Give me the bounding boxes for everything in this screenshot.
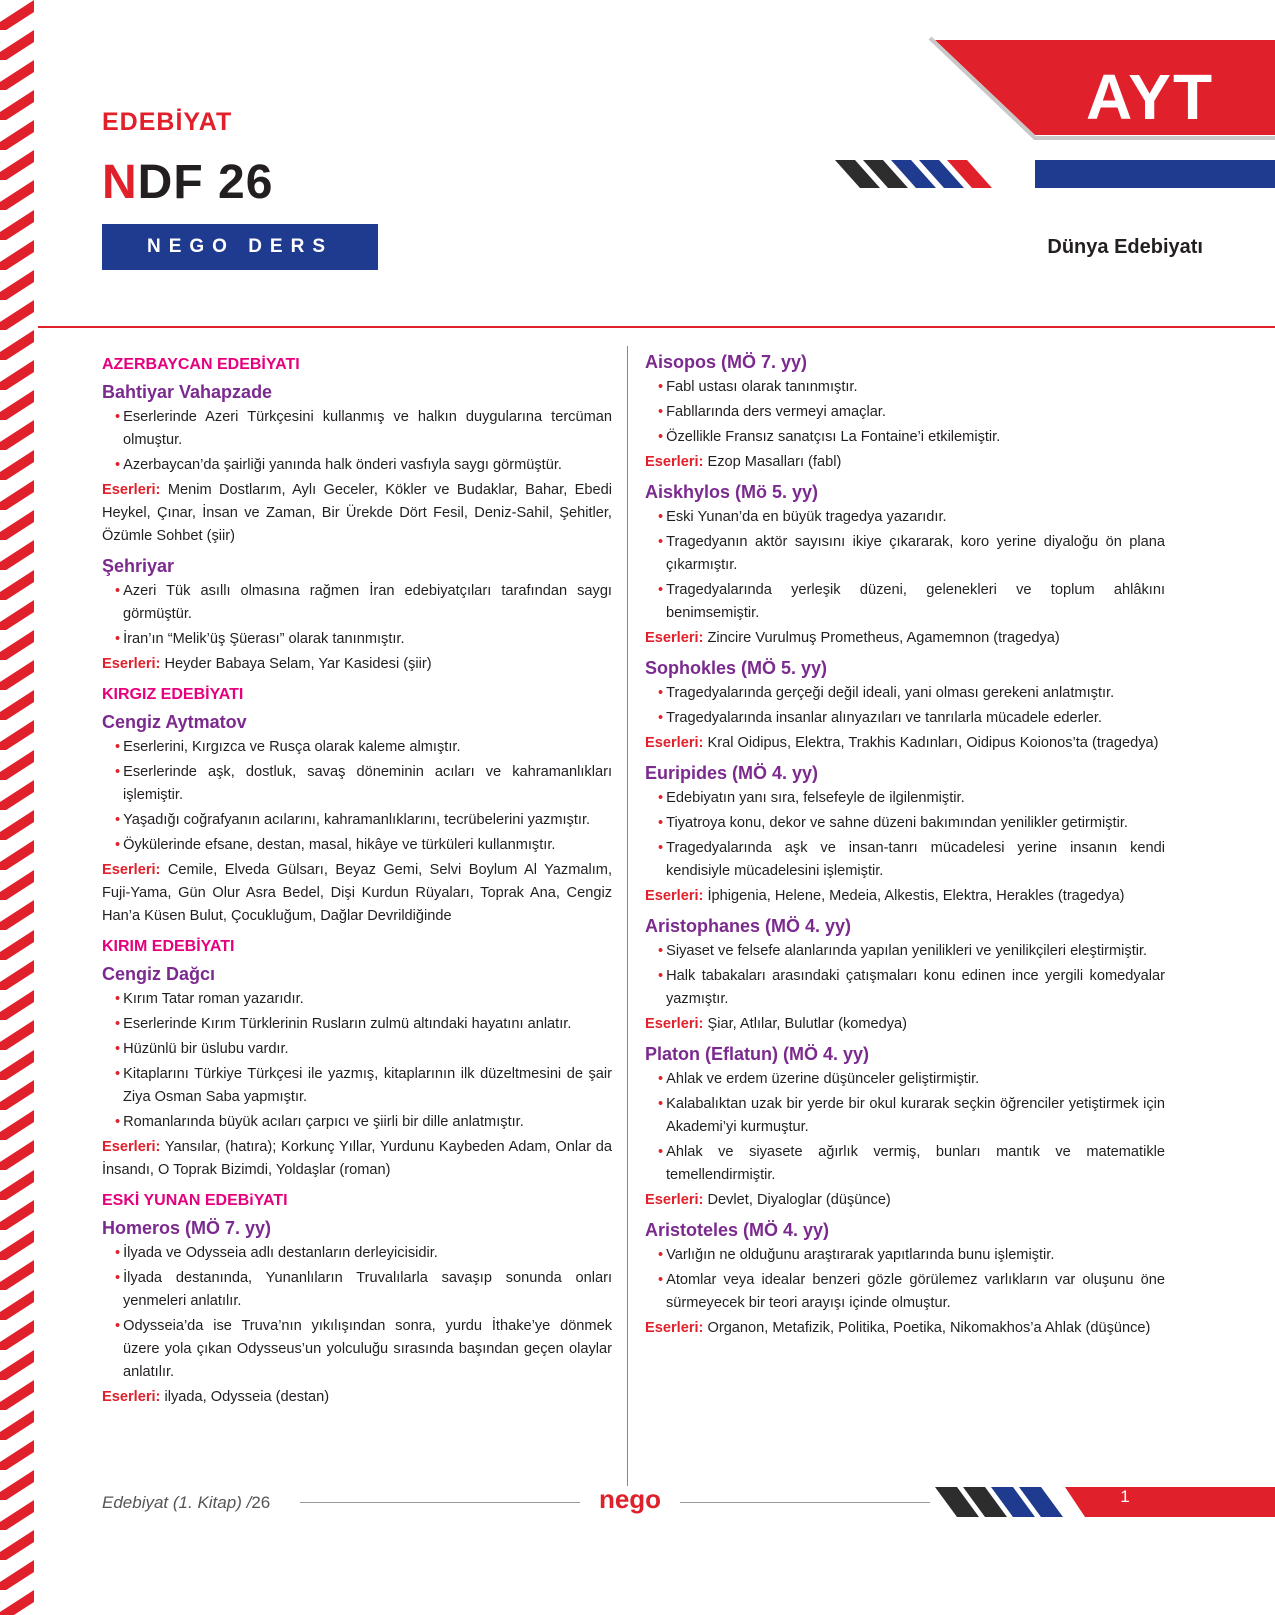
bullet-item: • İran’ın “Melik’üş Şüerası” olarak tanınmıştır. (102, 628, 612, 651)
works-text: Devlet, Diyaloglar (düşünce) (707, 1192, 891, 1208)
works-line (102, 1136, 612, 1182)
code-number: DF 26 (137, 156, 274, 209)
author-heading: Aristoteles (MÖ 4. yy) (645, 1220, 830, 1240)
works-label: Eserleri: (102, 862, 161, 878)
footer-rule-right (680, 1502, 930, 1503)
bullet-item: • Varlığın ne olduğunu araştırarak yapıtlarında bunu işlemiştir. (645, 1244, 1165, 1267)
bullet-item: • Fabl ustası olarak tanınmıştır. (645, 376, 1165, 399)
works-text: Zincire Vurulmuş Prometheus, Agamemnon (tragedya) (707, 630, 1060, 646)
works-text: Menim Dostlarım, Aylı Geceler, Kökler ve Budaklar, Bahar, Ebedi Heykel, Çınar, İnsan ve Zaman, Bir Ürekde Dört Fesil, Deniz-Sahil, Şehitler, Özümle Sohbet (şiir) (102, 482, 613, 544)
bullet-item: • Hüzünlü bir üslubu vardır. (102, 1038, 612, 1061)
bullet-item: • Ahlak ve erdem üzerine düşünceler geliştirmiştir. (645, 1068, 1165, 1091)
section-heading: KIRGIZ EDEBİYATI (102, 686, 244, 703)
works-label: Eserleri: (645, 454, 704, 470)
works-line (645, 1317, 1165, 1340)
works-line (102, 1386, 612, 1409)
works-line (645, 1013, 1165, 1036)
works-line (645, 732, 1165, 755)
bullet-item: • Tragedyalarında insanlar alınyazıları ve tanrılarla mücadele ederler. (645, 707, 1165, 730)
works-text: Şiar, Atlılar, Bulutlar (komedya) (707, 1016, 908, 1032)
bullet-item: • Fabllarında ders vermeyi amaçlar. (645, 401, 1165, 424)
works-text: İphigenia, Helene, Medeia, Alkestis, Elektra, Herakles (tragedya) (707, 888, 1125, 904)
bullet-item: • Tragedyanın aktör sayısını ikiye çıkararak, koro yerine diyaloğu ön plana çıkarmıştır. (645, 531, 1165, 577)
bullet-item: • Kırım Tatar roman yazarıdır. (102, 988, 612, 1011)
works-line (102, 479, 612, 548)
works-label: Eserleri: (645, 888, 704, 904)
bullet-item: • Kitaplarını Türkiye Türkçesi ile yazmış, kitaplarının ilk düzeltmesini de şair Ziya Osman Saba yapmıştır. (102, 1063, 612, 1109)
section-heading: AZERBAYCAN EDEBİYATI (102, 356, 300, 373)
bullet-item: • Romanlarında büyük acıları çarpıcı ve şiirli bir dille anlatmıştır. (102, 1111, 612, 1134)
section-heading: ESKİ YUNAN EDEBiYATI (102, 1192, 288, 1209)
bullet-item: • Edebiyatın yanı sıra, felsefeyle de ilgilenmiştir. (645, 787, 1165, 810)
works-line (645, 627, 1165, 650)
bullet-item: • Öykülerinde efsane, destan, masal, hikâye ve türküleri kullanmıştır. (102, 834, 612, 857)
works-text: ilyada, Odysseia (destan) (164, 1389, 330, 1405)
footer-book-page: 26 (251, 1493, 271, 1512)
logo-text: nego (598, 1484, 662, 1514)
footer-book-label: Edebiyat (1. Kitap) / (102, 1493, 252, 1512)
exam-label: AYT (1085, 61, 1215, 133)
works-label: Eserleri: (102, 1139, 161, 1155)
booklet-code (102, 155, 273, 210)
works-text: Cemile, Elveda Gülsarı, Beyaz Gemi, Selvi Boylum Al Yazmalım, Fuji-Yama, Gün Olur Asra Bedel, Dişi Kurdun Rüyaları, Toprak Ana, Cengiz Han’a Küsen Bulut, Çocukluğum, Dağlar Devrildiğinde (102, 862, 612, 924)
works-text: Ezop Masalları (fabl) (707, 454, 842, 470)
bullet-item: • Atomlar veya idealar benzeri gözle görülemez varlıkların var oluşunu öne sürmeyecek bir teori arayışı içinde olmuştur. (645, 1269, 1165, 1315)
works-label: Eserleri: (645, 630, 704, 646)
bullet-item: • Azeri Tük asıllı olmasına rağmen İran edebiyatçıları tarafından saygı görmüştür. (102, 580, 612, 626)
bullet-item: • Eserlerinde Azeri Türkçesini kullanmış ve halkın duygularına tercüman olmuştur. (102, 406, 612, 452)
works-text: Kral Oidipus, Elektra, Trakhis Kadınları, Oidipus Koionos’ta (tragedya) (707, 735, 1159, 751)
bullet-item: • Kalabalıktan uzak bir yerde bir okul kurarak seçkin öğrenciler yetiştirmek için Akademi’yi kurmuştur. (645, 1093, 1165, 1139)
bullet-item: • Tragedyalarında yerleşik düzeni, gelenekleri ve toplum ahlâkını benimsemiştir. (645, 579, 1165, 625)
bullet-item: • Tragedyalarında aşk ve insan-tanrı mücadelesi yerine insanın kendi kendisiyle mücadelesini işlemiştir. (645, 837, 1165, 883)
works-line (102, 859, 612, 928)
author-heading: Aiskhylos (Mö 5. yy) (645, 482, 819, 502)
author-heading: Sophokles (MÖ 5. yy) (645, 658, 828, 678)
works-line (645, 451, 1165, 474)
works-line (645, 885, 1165, 908)
column-divider (627, 346, 628, 1486)
works-text: Organon, Metafizik, Politika, Poetika, Nikomakhos’a Ahlak (düşünce) (707, 1320, 1151, 1336)
decorative-stripe-border (0, 0, 34, 1615)
author-heading: Aisopos (MÖ 7. yy) (645, 352, 808, 372)
author-heading: Cengiz Dağcı (102, 964, 216, 984)
works-label: Eserleri: (102, 656, 161, 672)
section-heading: KIRIM EDEBİYATI (102, 938, 235, 955)
bullet-item: • Odysseia’da ise Truva’nın yıkılışından sonra, yurdu İthake’ye dönmek üzere yola çıkan Odysseus’un yolculuğu sırasında başından geçen olaylar anlatılır. (102, 1315, 612, 1384)
works-line (102, 653, 612, 676)
author-heading: Cengiz Aytmatov (102, 712, 247, 732)
works-label: Eserleri: (645, 1016, 704, 1032)
bullet-item: • Yaşadığı coğrafyanın acılarını, kahramanlıklarını, tecrübelerini yazmıştır. (102, 809, 612, 832)
bullet-item: • İlyada ve Odysseia adlı destanların derleyicisidir. (102, 1242, 612, 1265)
bullet-item: • Ahlak ve siyasete ağırlık vermiş, bunları mantık ve matematikle temellendirmiştir. (645, 1141, 1165, 1187)
code-letter: N (102, 156, 138, 209)
right-column (645, 346, 1165, 1346)
works-line (645, 1189, 1165, 1212)
left-column (102, 346, 612, 1415)
author-heading: Platon (Eflatun) (MÖ 4. yy) (645, 1044, 870, 1064)
works-label: Eserleri: (102, 482, 161, 498)
series-badge: NEGO DERS FÖYÜ (102, 224, 378, 270)
page-number: 1 (1120, 1487, 1130, 1506)
author-heading: Bahtiyar Vahapzade (102, 382, 273, 402)
header-divider (38, 326, 1275, 328)
works-label: Eserleri: (645, 1320, 704, 1336)
bullet-item: • Eski Yunan’da en büyük tragedya yazarıdır. (645, 506, 1165, 529)
author-heading: Euripides (MÖ 4. yy) (645, 763, 819, 783)
bullet-item: • Siyaset ve felsefe alanlarında yapılan yenilikleri ve yenilikçileri eleştirmiştir. (645, 940, 1165, 963)
author-heading: Aristophanes (MÖ 4. yy) (645, 916, 852, 936)
works-text: Heyder Babaya Selam, Yar Kasidesi (şiir) (164, 656, 432, 672)
bullet-item: • İlyada destanında, Yunanlıların Truvalılarla savaşıp sonunda onları yenmeleri anlatılır. (102, 1267, 612, 1313)
works-label: Eserleri: (645, 1192, 704, 1208)
footer-book-title (102, 1493, 270, 1513)
works-label: Eserleri: (645, 735, 704, 751)
footer-rule-left (300, 1502, 580, 1503)
works-label: Eserleri: (102, 1389, 161, 1405)
bullet-item: • Tiyatroya konu, dekor ve sahne düzeni bakımından yenilikler getirmiştir. (645, 812, 1165, 835)
bullet-item: • Eserlerinde aşk, dostluk, savaş döneminin acıları ve kahramanlıkları işlemiştir. (102, 761, 612, 807)
works-text: Yansılar, (hatıra); Korkunç Yıllar, Yurdunu Kaybeden Adam, Onlar da İnsandı, O Toprak Bizimdi, Yoldaşlar (roman) (102, 1139, 612, 1178)
topic-title: Dünya Edebiyatı (1047, 236, 1203, 258)
bullet-item: • Azerbaycan’da şairliği yanında halk önderi vasfıyla saygı görmüştür. (102, 454, 612, 477)
bullet-item: • Eserlerinde Kırım Türklerinin Rusların zulmü altındaki hayatını anlatır. (102, 1013, 612, 1036)
nego-logo-icon (590, 1478, 670, 1518)
bullet-item: • Halk tabakaları arasındaki çatışmaları konu edinen ince yergili komedyalar yazmıştır. (645, 965, 1165, 1011)
bullet-item: • Tragedyalarında gerçeği değil ideali, yani olması gerekeni anlatmıştır. (645, 682, 1165, 705)
bullet-item: • Eserlerini, Kırgızca ve Rusça olarak kaleme almıştır. (102, 736, 612, 759)
author-heading: Homeros (MÖ 7. yy) (102, 1218, 272, 1238)
subject-title: EDEBİYAT (102, 108, 233, 136)
bullet-item: • Özellikle Fransız sanatçısı La Fontaine’i etkilemiştir. (645, 426, 1165, 449)
author-heading: Şehriyar (102, 556, 175, 576)
